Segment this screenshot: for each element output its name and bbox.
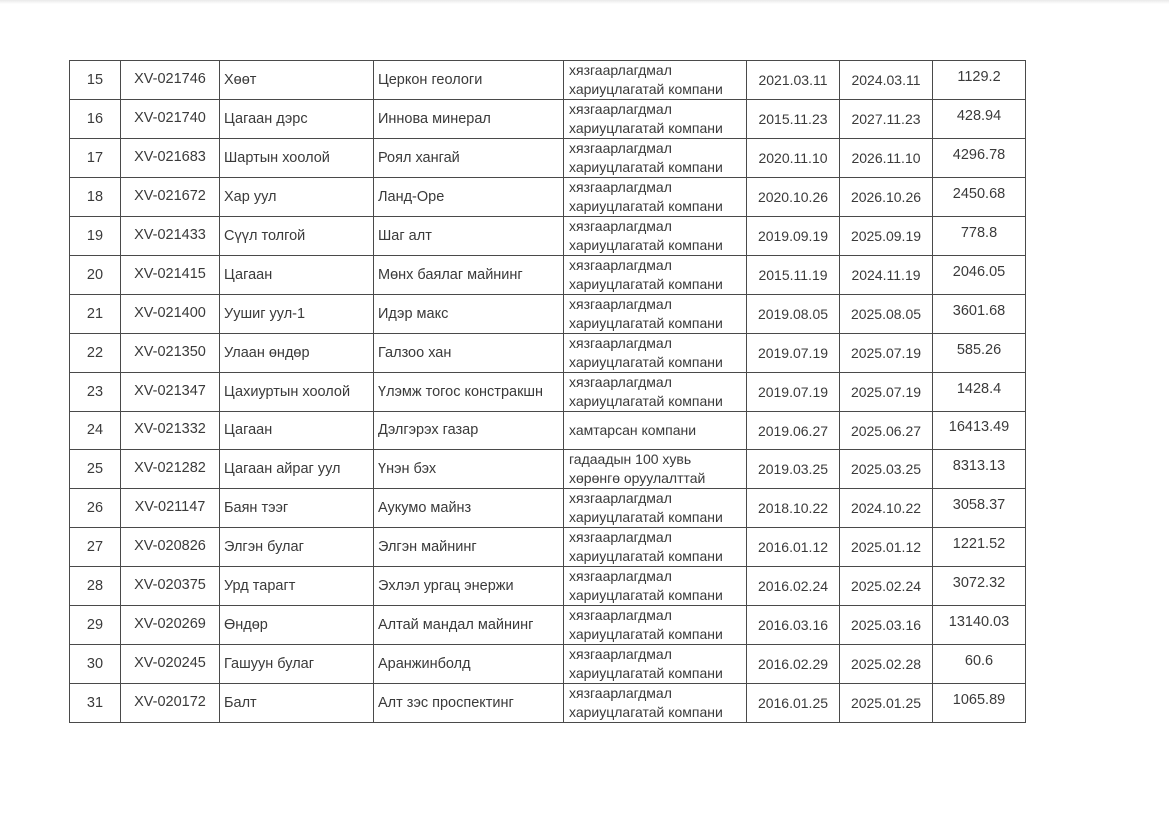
start-date-cell: 2018.10.22 (747, 489, 840, 528)
end-date-cell: 2025.08.05 (840, 295, 933, 334)
company-type-line: хариуцлагатай компани (569, 276, 723, 292)
license-code-text: XV-021400 (134, 304, 206, 321)
area-size-text: 3058.37 (952, 496, 1006, 513)
company-type-cell (564, 645, 747, 684)
company-name-cell: Аукумо майнз (374, 489, 564, 528)
company-type-cell (564, 217, 747, 256)
company-type-line: хязгаарлагдмал (569, 568, 672, 585)
company-name-cell: Мөнх баялаг майнинг (374, 256, 564, 295)
license-code-cell (121, 256, 220, 295)
area-size-text: 1065.89 (952, 691, 1006, 708)
end-date-cell: 2025.01.25 (840, 684, 933, 723)
area-size-text: 2450.68 (952, 185, 1006, 202)
company-type-line: хариуцлагатай компани (569, 704, 723, 721)
end-date-cell: 2025.07.19 (840, 334, 933, 373)
area-name-cell: Цагаан дэрс (220, 100, 374, 139)
area-size-cell (933, 178, 1026, 217)
start-date-cell: 2016.02.29 (747, 645, 840, 684)
table-row (70, 567, 1026, 606)
table-row (70, 100, 1026, 139)
end-date-cell: 2024.03.11 (840, 61, 933, 100)
company-type-cell (564, 567, 747, 606)
area-name-cell: Элгэн булаг (220, 528, 374, 567)
company-name-cell: Идэр макс (374, 295, 564, 334)
table-row (70, 645, 1026, 684)
row-number-cell: 23 (70, 373, 121, 412)
license-code-text: XV-021683 (134, 148, 206, 165)
area-name-cell: Цагаан (220, 256, 374, 295)
company-type-cell (564, 450, 747, 489)
table-row (70, 217, 1026, 256)
company-type-line: хариуцлагатай компани (569, 237, 723, 253)
company-type-cell (564, 139, 747, 178)
area-size-text: 1428.4 (956, 380, 1002, 397)
license-code-cell (121, 412, 220, 450)
row-number-cell: 27 (70, 528, 121, 567)
table-row (70, 139, 1026, 178)
row-number-cell: 18 (70, 178, 121, 217)
license-code-text: XV-021740 (134, 109, 206, 126)
area-name-cell: Хөөт (220, 61, 374, 100)
area-size-text: 778.8 (960, 224, 998, 241)
license-code-text: XV-021332 (134, 421, 206, 438)
end-date-cell: 2026.11.10 (840, 139, 933, 178)
company-type-line: хариуцлагатай компани (569, 315, 723, 331)
table-row (70, 412, 1026, 450)
company-type-line: хариуцлагатай компани (569, 509, 723, 526)
start-date-cell: 2019.09.19 (747, 217, 840, 256)
row-number-cell: 31 (70, 684, 121, 723)
row-number-cell: 25 (70, 450, 121, 489)
license-code-cell (121, 295, 220, 334)
end-date-cell: 2025.02.24 (840, 567, 933, 606)
start-date-cell: 2015.11.23 (747, 100, 840, 139)
area-name-cell: Баян тээг (220, 489, 374, 528)
table-row (70, 178, 1026, 217)
company-name-cell: Галзоо хан (374, 334, 564, 373)
license-table (69, 60, 1026, 723)
license-code-text: XV-021415 (134, 265, 206, 282)
company-type-cell (564, 100, 747, 139)
table-row (70, 256, 1026, 295)
company-type-line: хязгаарлагдмал (569, 374, 672, 390)
area-name-cell: Улаан өндөр (220, 334, 374, 373)
row-number-cell: 19 (70, 217, 121, 256)
area-size-text: 1221.52 (952, 535, 1006, 552)
start-date-cell: 2019.07.19 (747, 334, 840, 373)
license-code-text: XV-020826 (134, 537, 206, 554)
license-code-cell (121, 178, 220, 217)
area-name-cell: Шартын хоолой (220, 139, 374, 178)
start-date-cell: 2019.07.19 (747, 373, 840, 412)
area-size-cell (933, 334, 1026, 373)
company-type-line: хязгаарлагдмал (569, 490, 672, 507)
license-code-cell (121, 334, 220, 373)
row-number-cell: 24 (70, 412, 121, 450)
start-date-cell: 2020.11.10 (747, 139, 840, 178)
area-size-text: 428.94 (956, 107, 1002, 124)
end-date-cell: 2025.01.12 (840, 528, 933, 567)
company-type-line: хязгаарлагдмал (569, 140, 672, 156)
row-number-cell: 17 (70, 139, 121, 178)
area-size-cell (933, 295, 1026, 334)
area-size-cell (933, 606, 1026, 645)
company-type-line: хязгаарлагдмал (569, 62, 672, 78)
table-row (70, 295, 1026, 334)
company-type-line: хязгаарлагдмал (569, 179, 672, 195)
start-date-cell: 2019.03.25 (747, 450, 840, 489)
area-size-cell (933, 684, 1026, 723)
area-size-cell (933, 412, 1026, 450)
area-size-text: 1129.2 (957, 68, 1001, 85)
area-name-cell: Уушиг уул-1 (220, 295, 374, 334)
company-type-line: хариуцлагатай компани (569, 81, 723, 97)
company-name-cell: Шаг алт (374, 217, 564, 256)
area-size-cell (933, 256, 1026, 295)
end-date-cell: 2025.03.25 (840, 450, 933, 489)
license-code-text: XV-021147 (134, 498, 206, 515)
area-size-text: 3601.68 (952, 302, 1006, 319)
license-code-text: XV-021672 (134, 187, 206, 204)
company-type-line: хариуцлагатай компани (569, 159, 723, 175)
license-code-text: XV-021433 (134, 226, 206, 243)
company-type-line: хариуцлагатай компани (569, 587, 723, 604)
scan-top-edge (0, 0, 1169, 4)
area-size-cell (933, 373, 1026, 412)
license-code-cell (121, 100, 220, 139)
table-row (70, 334, 1026, 373)
company-type-line: хариуцлагатай компани (569, 626, 723, 643)
company-type-line: хариуцлагатай компани (569, 354, 723, 370)
company-type-line: хязгаарлагдмал (569, 257, 672, 273)
license-code-cell (121, 528, 220, 567)
company-type-line: хязгаарлагдмал (569, 646, 672, 663)
area-name-cell: Өндөр (220, 606, 374, 645)
license-code-text: XV-021282 (134, 459, 206, 476)
license-code-text: XV-021347 (134, 382, 206, 399)
license-code-cell (121, 684, 220, 723)
row-number-cell: 16 (70, 100, 121, 139)
company-name-cell: Эхлэл ургац энержи (374, 567, 564, 606)
area-size-text: 8313.13 (952, 457, 1006, 474)
company-type-cell (564, 373, 747, 412)
start-date-cell: 2016.01.12 (747, 528, 840, 567)
area-size-text: 4296.78 (952, 146, 1006, 163)
table-row (70, 61, 1026, 100)
start-date-cell: 2019.08.05 (747, 295, 840, 334)
area-size-text: 13140.03 (948, 613, 1010, 630)
table-row (70, 606, 1026, 645)
area-size-cell (933, 567, 1026, 606)
company-type-line: хязгаарлагдмал (569, 101, 672, 117)
row-number-cell: 30 (70, 645, 121, 684)
license-code-text: XV-020269 (134, 615, 206, 632)
license-code-cell (121, 567, 220, 606)
company-type-cell (564, 528, 747, 567)
table-row (70, 373, 1026, 412)
area-size-text: 2046.05 (952, 263, 1006, 280)
end-date-cell: 2025.03.16 (840, 606, 933, 645)
row-number-cell: 29 (70, 606, 121, 645)
company-type-line: хариуцлагатай компани (569, 548, 723, 565)
license-code-text: XV-020245 (134, 654, 206, 671)
end-date-cell: 2024.11.19 (840, 256, 933, 295)
license-code-cell (121, 373, 220, 412)
area-size-cell (933, 100, 1026, 139)
company-type-line: хязгаарлагдмал (569, 335, 672, 351)
area-name-cell: Гашуун булаг (220, 645, 374, 684)
company-name-cell: Дэлгэрэх газар (374, 412, 564, 450)
end-date-cell: 2025.06.27 (840, 412, 933, 450)
table-row (70, 684, 1026, 723)
license-code-text: XV-021350 (134, 343, 206, 360)
license-code-cell (121, 450, 220, 489)
company-type-cell (564, 61, 747, 100)
start-date-cell: 2021.03.11 (747, 61, 840, 100)
area-name-cell: Цагаан айраг уул (220, 450, 374, 489)
area-size-text: 60.6 (964, 652, 994, 669)
license-code-cell (121, 489, 220, 528)
start-date-cell: 2016.03.16 (747, 606, 840, 645)
area-name-cell: Сүүл толгой (220, 217, 374, 256)
table-row (70, 489, 1026, 528)
area-size-cell (933, 450, 1026, 489)
company-name-cell: Ланд-Оре (374, 178, 564, 217)
company-type-line: хариуцлагатай компани (569, 198, 723, 214)
row-number-cell: 26 (70, 489, 121, 528)
license-code-text: XV-021746 (134, 70, 206, 87)
row-number-cell: 15 (70, 61, 121, 100)
license-code-cell (121, 61, 220, 100)
company-name-cell: Роял хангай (374, 139, 564, 178)
area-size-text: 16413.49 (948, 419, 1010, 436)
end-date-cell: 2027.11.23 (840, 100, 933, 139)
company-type-cell (564, 412, 747, 450)
company-name-cell: Аранжинболд (374, 645, 564, 684)
company-type-line: хариуцлагатай компани (569, 665, 723, 682)
company-type-line: хамтарсан компани (569, 422, 697, 439)
area-name-cell: Урд тарагт (220, 567, 374, 606)
start-date-cell: 2019.06.27 (747, 412, 840, 450)
company-type-cell (564, 489, 747, 528)
row-number-cell: 21 (70, 295, 121, 334)
end-date-cell: 2025.09.19 (840, 217, 933, 256)
company-type-line: хөрөнгө оруулалттай (569, 470, 706, 487)
company-name-cell: Алтай мандал майнинг (374, 606, 564, 645)
area-size-cell (933, 61, 1026, 100)
table-row (70, 528, 1026, 567)
area-size-cell (933, 139, 1026, 178)
company-type-line: хариуцлагатай компани (569, 120, 723, 136)
license-code-text: XV-020172 (134, 693, 206, 710)
end-date-cell: 2025.02.28 (840, 645, 933, 684)
company-type-line: хариуцлагатай компани (569, 393, 723, 409)
license-code-text: XV-020375 (134, 576, 206, 593)
area-size-cell (933, 645, 1026, 684)
area-size-cell (933, 489, 1026, 528)
row-number-cell: 28 (70, 567, 121, 606)
area-size-cell (933, 217, 1026, 256)
company-name-cell: Иннова минерал (374, 100, 564, 139)
area-size-text: 3072.32 (952, 574, 1006, 591)
end-date-cell: 2024.10.22 (840, 489, 933, 528)
company-type-line: хязгаарлагдмал (569, 685, 672, 702)
table-row (70, 450, 1026, 489)
company-type-line: хязгаарлагдмал (569, 296, 672, 312)
company-type-cell (564, 334, 747, 373)
area-name-cell: Хар уул (220, 178, 374, 217)
start-date-cell: 2016.01.25 (747, 684, 840, 723)
license-code-cell (121, 606, 220, 645)
area-name-cell: Цагаан (220, 412, 374, 450)
area-name-cell: Цахиуртын хоолой (220, 373, 374, 412)
end-date-cell: 2026.10.26 (840, 178, 933, 217)
start-date-cell: 2020.10.26 (747, 178, 840, 217)
company-type-cell (564, 606, 747, 645)
company-name-cell: Церкон геологи (374, 61, 564, 100)
company-type-cell (564, 256, 747, 295)
start-date-cell: 2015.11.19 (747, 256, 840, 295)
license-table-body (70, 61, 1026, 723)
license-code-cell (121, 139, 220, 178)
row-number-cell: 20 (70, 256, 121, 295)
company-type-cell (564, 295, 747, 334)
company-type-line: хязгаарлагдмал (569, 218, 672, 234)
company-type-line: хязгаарлагдмал (569, 607, 672, 624)
company-name-cell: Элгэн майнинг (374, 528, 564, 567)
end-date-cell: 2025.07.19 (840, 373, 933, 412)
row-number-cell: 22 (70, 334, 121, 373)
company-type-cell (564, 178, 747, 217)
area-name-cell: Балт (220, 684, 374, 723)
area-size-text: 585.26 (956, 341, 1002, 358)
company-name-cell: Үнэн бэх (374, 450, 564, 489)
license-code-cell (121, 217, 220, 256)
license-code-cell (121, 645, 220, 684)
company-name-cell: Үлэмж тогос констракшн (374, 373, 564, 412)
area-size-cell (933, 528, 1026, 567)
company-type-line: гадаадын 100 хувь (569, 451, 692, 468)
company-name-cell: Алт зэс проспектинг (374, 684, 564, 723)
start-date-cell: 2016.02.24 (747, 567, 840, 606)
company-type-line: хязгаарлагдмал (569, 529, 672, 546)
company-type-cell (564, 684, 747, 723)
